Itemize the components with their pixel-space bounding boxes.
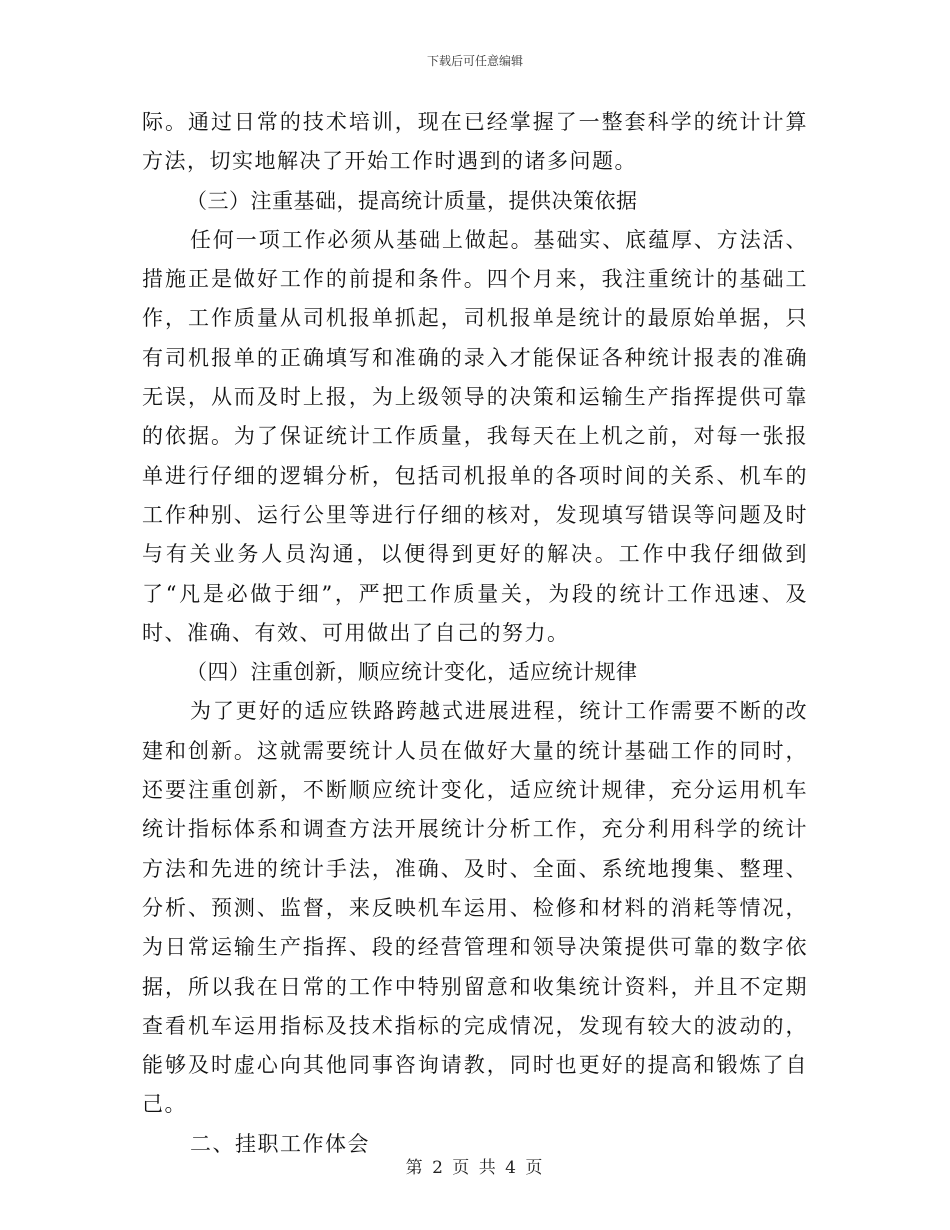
- subheading-four: （四）注重创新，顺应统计变化，适应统计规律: [186, 660, 638, 685]
- page-header: 下载后可任意编辑: [426, 54, 523, 68]
- paragraph-innovation: 为了更好的适应铁路跨越式进展进程，统计工作需要不断的改建和创新。这就需要统计人员在做好大量的统计基础工作的同时，还要注重创新，不断顺应统计变化，适应统计规律，充分运用机车统计指标体系和调查方法开展统计分析工作，充分利用科学的统计方法和先进的统计手法，准确、及时、全面、系统地搜集、整理、分析、预测、监督，来反映机车运用、检修和材料的消耗等情况，为日常运输生产指挥、段的经营管理和领导决策提供可靠的数字依据，所以我在日常的工作中特别留意和收集统计资料，并且不定期查看机车运用指标及技术指标的完成情况，发现有较大的波动的，能够及时虚心向其他同事咨询请教，同时也更好的提高和锻炼了自己。: [142, 699, 808, 1117]
- paragraph-foundation: 任何一项工作必须从基础上做起。基础实、底蕴厚、方法活、措施正是做好工作的前提和条件。四个月来，我注重统计的基础工作，工作质量从司机报单抓起，司机报单是统计的最原始单据，只有司机报单的正确填写和准确的录入才能保证各种统计报表的准确无误，从而及时上报，为上级领导的决策和运输生产指挥提供可靠的依据。为了保证统计工作质量，我每天在上机之前，对每一张报单进行仔细的逻辑分析，包括司机报单的各项时间的关系、机车的工作种别、运行公里等进行仔细的核对，发现填写错误等问题及时与有关业务人员沟通，以便得到更好的解决。工作中我仔细做到了“凡是必做于细”，严把工作质量关，为段的统计工作迅速、及时、准确、有效、可用做出了自己的努力。: [142, 227, 808, 645]
- subheading-three: （三）注重基础，提高统计质量，提供决策依据: [186, 188, 638, 213]
- paragraph-continuation: 际。通过日常的技术培训，现在已经掌握了一整套科学的统计计算方法，切实地解决了开始工作时遇到的诸多问题。: [142, 110, 808, 174]
- page-number: 第 2 页 共 4 页: [405, 1158, 545, 1178]
- document-body: [142, 103, 808, 1164]
- section-heading-two: 二、挂职工作体会: [190, 1131, 370, 1156]
